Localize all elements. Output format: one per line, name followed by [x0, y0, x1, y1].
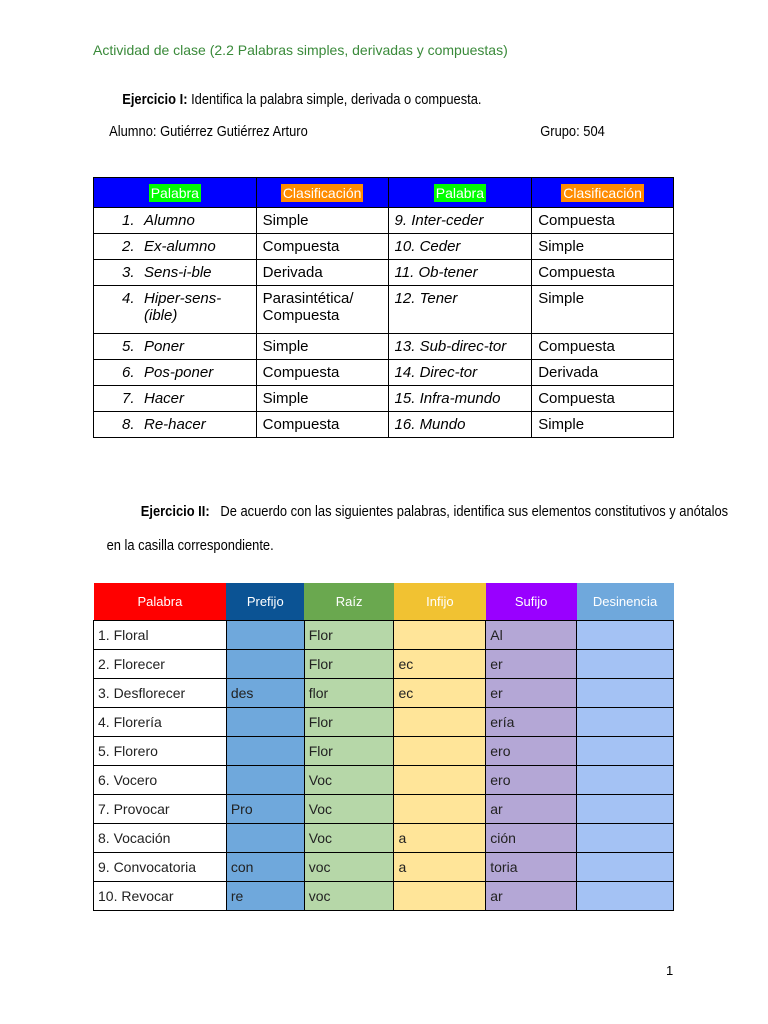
infix-cell: ec — [394, 650, 486, 679]
header-palabra-1: Palabra — [150, 184, 199, 201]
ending-cell — [577, 853, 674, 882]
classification-cell: Compuesta — [256, 412, 388, 438]
word-cell: 11. Ob-tener — [388, 260, 532, 286]
prefix-cell — [226, 737, 304, 766]
word-cell: Ex-alumno — [144, 238, 216, 255]
classification-cell: Compuesta — [532, 386, 674, 412]
word-cell: Hiper-sens- (ible) — [144, 290, 222, 324]
table-row — [94, 766, 674, 795]
table-row: 2. Ex-alumno Compuesta 10. Ceder Simple — [94, 234, 674, 260]
classification-cell: Compuesta — [256, 360, 388, 386]
prefix-cell — [226, 824, 304, 853]
word-cell: 9. Inter-ceder — [388, 208, 532, 234]
word-cell: Pos-poner — [144, 364, 214, 381]
root-cell: Voc — [304, 824, 394, 853]
classification-cell: Simple — [256, 334, 388, 360]
prefix-cell — [226, 650, 304, 679]
table-row — [94, 679, 674, 708]
ending-cell — [577, 882, 674, 911]
exercise-2-label: Ejercicio II: — [140, 503, 210, 520]
classification-cell: Compuesta — [532, 260, 674, 286]
header-clasificacion-1: Clasificación — [282, 184, 362, 201]
word-cell: Alumno — [144, 212, 195, 229]
infix-cell — [394, 882, 486, 911]
exercise-2-instruction — [141, 503, 728, 520]
header-palabra: Palabra — [94, 583, 227, 621]
word-cell: 12. Tener — [388, 286, 532, 334]
table-row — [94, 853, 674, 882]
header-desinencia: Desinencia — [577, 583, 674, 621]
word-cell: 4. Florería — [94, 708, 227, 737]
student-name: Alumno: Gutiérrez Gutiérrez Arturo — [109, 123, 308, 140]
suffix-cell: ería — [486, 708, 577, 737]
infix-cell — [394, 708, 486, 737]
prefix-cell — [226, 766, 304, 795]
table-row — [94, 737, 674, 766]
table-row — [94, 795, 674, 824]
word-cell: 7. Provocar — [94, 795, 227, 824]
infix-cell — [394, 795, 486, 824]
classification-cell: Parasintética/ Compuesta — [256, 286, 388, 334]
word-cell: Re-hacer — [144, 416, 206, 433]
root-cell: Flor — [304, 737, 394, 766]
classification-cell: Compuesta — [532, 334, 674, 360]
table-row: 4. Hiper-sens- (ible) Parasintética/ Compuesta 12. Tener Simple — [94, 286, 674, 334]
exercise-1-label: Ejercicio I: — [122, 91, 188, 108]
word-cell: 6. Vocero — [94, 766, 227, 795]
suffix-cell: ero — [486, 766, 577, 795]
word-cell: 14. Direc-tor — [388, 360, 532, 386]
classification-cell: Derivada — [532, 360, 674, 386]
document-header: Actividad de clase (2.2 Palabras simples, derivadas y compuestas) — [93, 42, 508, 58]
classification-cell: Compuesta — [532, 208, 674, 234]
infix-cell — [394, 621, 486, 650]
classification-cell: Simple — [256, 386, 388, 412]
infix-cell: a — [394, 853, 486, 882]
root-cell: Flor — [304, 621, 394, 650]
ending-cell — [577, 708, 674, 737]
page-number: 1 — [666, 963, 674, 978]
infix-cell: ec — [394, 679, 486, 708]
table-row: 8. Re-hacer Compuesta 16. Mundo Simple — [94, 412, 674, 438]
word-cell: 15. Infra-mundo — [388, 386, 532, 412]
root-cell: voc — [304, 853, 394, 882]
root-cell: Voc — [304, 766, 394, 795]
prefix-cell: con — [226, 853, 304, 882]
exercise-1-text: Identifica la palabra simple, derivada o compuesta. — [187, 91, 482, 108]
suffix-cell: ar — [486, 795, 577, 824]
word-cell: 10. Ceder — [388, 234, 532, 260]
suffix-cell: er — [486, 650, 577, 679]
word-cell: Hacer — [144, 390, 185, 407]
ending-cell — [577, 650, 674, 679]
prefix-cell — [226, 708, 304, 737]
word-cell: 3. Desflorecer — [94, 679, 227, 708]
classification-cell: Derivada — [256, 260, 388, 286]
exercise-2-text: De acuerdo con las siguientes palabras, identifica sus elementos constitutivos y anótalos — [209, 503, 729, 520]
morphology-table-header — [94, 583, 674, 621]
header-palabra-2: Palabra — [435, 184, 484, 201]
word-cell: 1. Floral — [94, 621, 227, 650]
ending-cell — [577, 679, 674, 708]
root-cell: voc — [304, 882, 394, 911]
root-cell: flor — [304, 679, 394, 708]
root-cell: Flor — [304, 708, 394, 737]
prefix-cell — [226, 621, 304, 650]
classification-cell: Simple — [532, 286, 674, 334]
root-cell: Voc — [304, 795, 394, 824]
word-cell: Poner — [144, 338, 185, 355]
table-row: 1. Alumno Simple 9. Inter-ceder Compuesta — [94, 208, 674, 234]
morphology-table — [93, 583, 674, 911]
prefix-cell: des — [226, 679, 304, 708]
suffix-cell: toria — [486, 853, 577, 882]
table-row — [94, 650, 674, 679]
table-row: 7. Hacer Simple 15. Infra-mundo Compuesta — [94, 386, 674, 412]
prefix-cell: re — [226, 882, 304, 911]
classification-table-header — [94, 178, 674, 208]
suffix-cell: Al — [486, 621, 577, 650]
ending-cell — [577, 766, 674, 795]
header-infijo: Infijo — [394, 583, 486, 621]
word-cell: 16. Mundo — [388, 412, 532, 438]
classification-cell: Simple — [532, 412, 674, 438]
table-row — [94, 824, 674, 853]
ending-cell — [577, 795, 674, 824]
table-row: 5. Poner Simple 13. Sub-direc-tor Compuesta — [94, 334, 674, 360]
header-clasificacion-2: Clasificación — [563, 184, 642, 201]
word-cell: 8. Vocación — [94, 824, 227, 853]
table-row — [94, 882, 674, 911]
ending-cell — [577, 824, 674, 853]
word-cell: 9. Convocatoria — [94, 853, 227, 882]
infix-cell: a — [394, 824, 486, 853]
word-cell: 5. Florero — [94, 737, 227, 766]
exercise-1-instruction — [122, 91, 481, 108]
suffix-cell: ero — [486, 737, 577, 766]
table-row: 3. Sens-i-ble Derivada 11. Ob-tener Compuesta — [94, 260, 674, 286]
header-sufijo: Sufijo — [486, 583, 577, 621]
exercise-2-instruction-cont: en la casilla correspondiente. — [106, 537, 274, 554]
classification-cell: Simple — [256, 208, 388, 234]
ending-cell — [577, 621, 674, 650]
word-cell: 13. Sub-direc-tor — [388, 334, 532, 360]
table-row: 6. Pos-poner Compuesta 14. Direc-tor Derivada — [94, 360, 674, 386]
suffix-cell: ar — [486, 882, 577, 911]
word-cell: 2. Florecer — [94, 650, 227, 679]
word-cell: 10. Revocar — [94, 882, 227, 911]
infix-cell — [394, 737, 486, 766]
header-prefijo: Prefijo — [226, 583, 304, 621]
ending-cell — [577, 737, 674, 766]
prefix-cell: Pro — [226, 795, 304, 824]
table-row — [94, 621, 674, 650]
classification-cell: Simple — [532, 234, 674, 260]
table-row — [94, 708, 674, 737]
root-cell: Flor — [304, 650, 394, 679]
infix-cell — [394, 766, 486, 795]
classification-table — [93, 177, 674, 438]
suffix-cell: ción — [486, 824, 577, 853]
morphology-table-body — [94, 621, 674, 911]
word-cell: Sens-i-ble — [144, 264, 212, 281]
classification-cell: Compuesta — [256, 234, 388, 260]
suffix-cell: er — [486, 679, 577, 708]
header-raiz: Raíz — [304, 583, 394, 621]
group-number: Grupo: 504 — [540, 123, 605, 140]
